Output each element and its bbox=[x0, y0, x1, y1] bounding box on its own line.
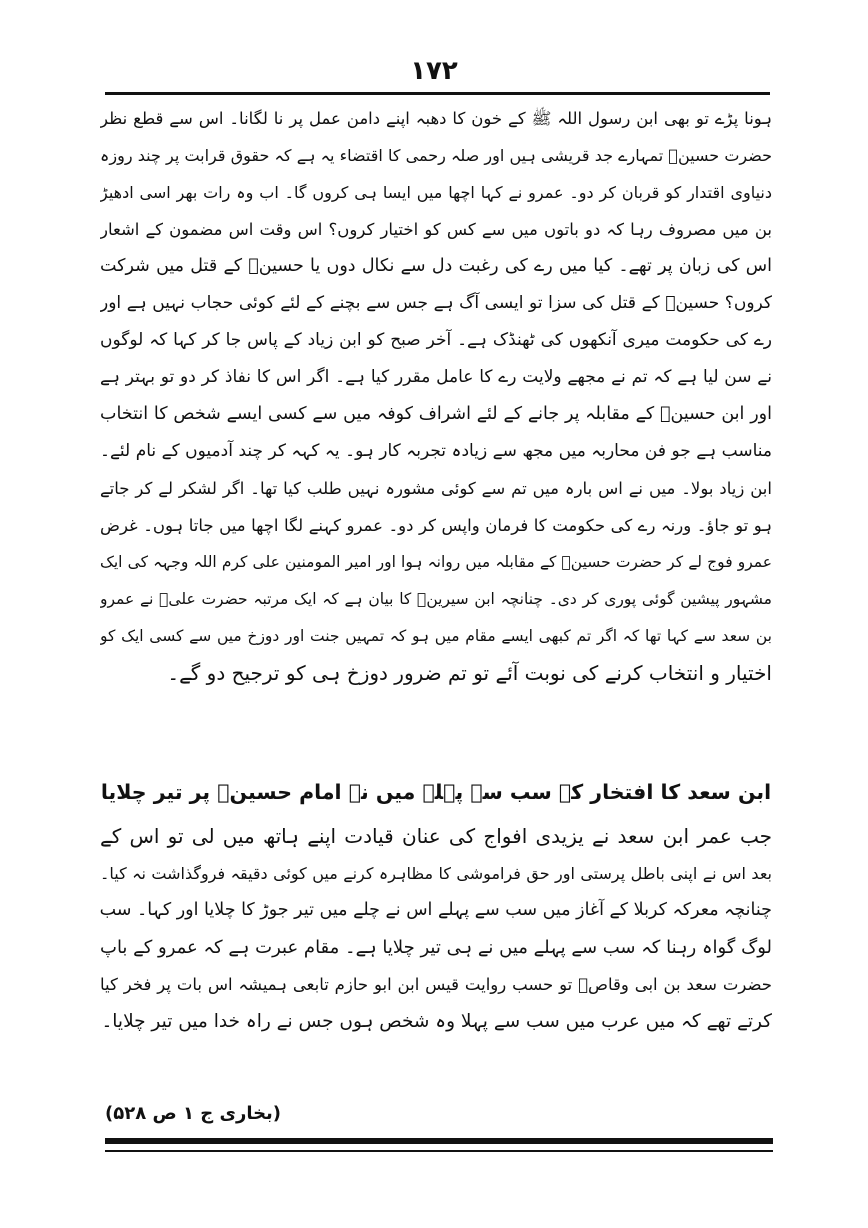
text-line: حضرت حسینؓ تمہارے جد قریشی ہیں اور صلہ رحمی کا اقتضاء یہ ہے کہ حقوق قرابت پر چند روزہ bbox=[100, 146, 772, 165]
text-line: بن میں مصروف رہا کہ دو باتوں میں سے کس کو اختیار کروں؟ اس وقت اس مضمون کے اشعار bbox=[100, 220, 772, 239]
text-line: لوگ گواہ رہنا کہ سب سے پہلے میں نے ہی تیر چلایا ہے۔ مقام عبرت ہے کہ عمرو کے باپ bbox=[100, 937, 772, 958]
text-line: جب عمر ابن سعد نے یزیدی افواج کی عنان قیادت اپنے ہاتھ میں لی تو اس کے bbox=[100, 824, 772, 848]
text-line: بعد اس نے اپنی باطل پرستی اور حق فراموشی کا مظاہرہ کرنے میں کوئی دقیقہ فروگذاشت نہ کیا۔ bbox=[100, 864, 772, 883]
text-line: مشہور پیشین گوئی پوری کر دی۔ چنانچہ ابن سیرینؒ کا بیان ہے کہ ایک مرتبہ حضرت علیؓ نے عمرو bbox=[100, 590, 772, 608]
text-line: دنیاوی اقتدار کو قربان کر دو۔ عمرو نے کہا اچھا میں ایسا ہی کروں گا۔ اب وہ رات بھر اسی ادھیڑ bbox=[100, 183, 772, 202]
text-line: نے سن لیا ہے کہ تم نے مجھے ولایت رے کا عامل مقرر کیا ہے۔ اگر اس کا نفاذ کر دو تو بہتر ہے bbox=[100, 367, 772, 387]
section-heading: ابن سعد کا افتخار کہ سب سے پہلے میں نے امام حسینؓ پر تیر چلایا bbox=[100, 780, 772, 804]
text-line: حضرت سعد بن ابی وقاصؓ تو حسب روایت قیس ابن ابو حازم تابعی ہمیشہ اس بات پر فخر کیا bbox=[100, 975, 772, 994]
text-line: بن سعد سے کہا تھا کہ اگر تم کبھی ایسے مقام میں ہو کہ تمہیں جنت اور دوزخ میں سے کسی ایک کو bbox=[100, 627, 772, 645]
paragraph-1 bbox=[100, 100, 772, 692]
text-line: ابن زیاد بولا۔ میں نے اس بارہ میں تم سے کوئی مشورہ نہیں طلب کیا تھا۔ اگر لشکر لے کر جاتے bbox=[100, 479, 772, 498]
text-line: اس کی زبان پر تھے۔ کیا میں رے کی رغبت دل سے نکال دوں یا حسینؓ کے قتل میں شرکت bbox=[100, 256, 772, 276]
text-line: ہو تو جاؤ۔ ورنہ رے کی حکومت کا فرمان واپس کر دو۔ عمرو کہنے لگا اچھا میں جاتا ہوں۔ غرض bbox=[100, 516, 772, 535]
text-line: ہونا پڑے تو بھی ابن رسول اللہ ﷺ کے خون کا دھبہ اپنے دامن عمل پر نا لگانا۔ اس سے قطع نظر bbox=[100, 109, 772, 128]
bottom-rule-thin bbox=[105, 1150, 773, 1152]
text-line: چنانچہ معرکہ کربلا کے آغاز میں سب سے پہلے اس نے چلے میں تیر جوڑ کا چلایا اور کہا۔ سب bbox=[100, 900, 772, 920]
top-rule bbox=[105, 92, 770, 95]
page-number: ۱۷۲ bbox=[410, 56, 458, 86]
bottom-rule-thick bbox=[105, 1138, 773, 1144]
text-line: رے کی حکومت میری آنکھوں کی ٹھنڈک ہے۔ آخر صبح کو ابن زیاد کے پاس جا کر کہا کہ لوگوں bbox=[100, 330, 772, 350]
paragraph-2 bbox=[100, 818, 772, 1040]
text-line: اور ابن حسینؓ کے مقابلہ پر جانے کے لئے اشراف کوفہ میں سے کسی ایسے شخص کا انتخاب bbox=[100, 404, 772, 424]
text-line: عمرو فوج لے کر حضرت حسینؓ کے مقابلہ میں روانہ ہوا اور امیر المومنین علی کرم اللہ وجہہ کی ایک bbox=[100, 553, 772, 571]
text-line: مناسب ہے جو فن محاربہ میں مجھ سے زیادہ تجربہ کار ہو۔ یہ کہہ کر چند آدمیوں کے نام لئے۔ bbox=[100, 441, 772, 461]
text-line: کروں؟ حسینؓ کے قتل کی سزا تو ایسی آگ ہے جس سے بچنے کے لئے کوئی حجاب نہیں ہے اور bbox=[100, 293, 772, 313]
text-line: کرتے تھے کہ میں عرب میں سب سے پہلا وہ شخص ہوں جس نے راہ خدا میں تیر چلایا۔ bbox=[101, 1011, 772, 1032]
text-line: اختیار و انتخاب کرنے کی نوبت آئے تو تم ضرور دوزخ ہی کو ترجیح دو گے۔ bbox=[167, 661, 772, 685]
source-reference: (بخاری ج ۱ ص ۵۲۸) bbox=[105, 1103, 282, 1124]
